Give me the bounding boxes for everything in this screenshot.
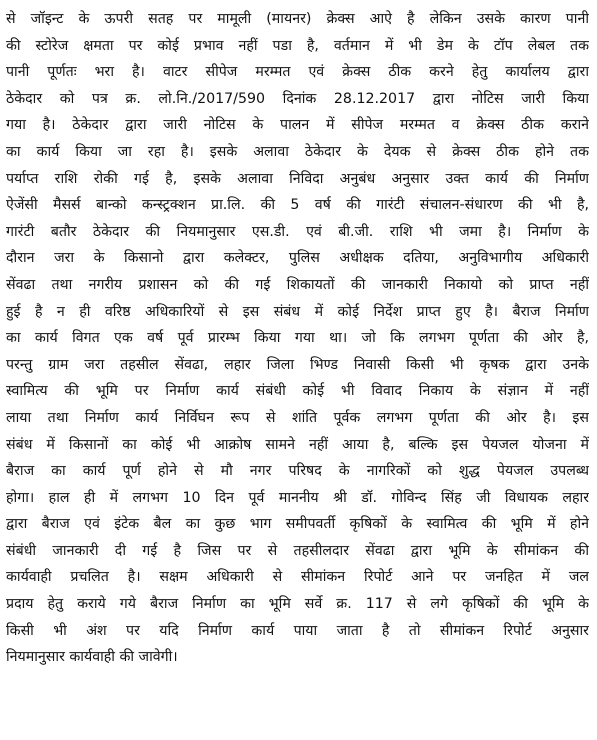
text-line: लाया तथा निर्माण कार्य निर्विघन रूप से शांति पूर्वक लगभग पूर्णता की ओर है। इस bbox=[6, 409, 589, 426]
text-line: बैराज का कार्य पूर्ण होने से मौ नगर परिषद के नागरिकों को शुद्ध पेयजल उपलब्ध bbox=[6, 463, 589, 480]
document-body bbox=[6, 6, 589, 671]
text-line: ऐजेंसी मैसर्स बान्को कन्स्ट्रक्शन प्रा.लि. की 5 वर्ष की गारंटी संचालन-संधारण की भी है, bbox=[6, 197, 589, 214]
text-line: संबंध में किसानों का कोई भी आक्रोष सामने नहीं आया है, बल्कि इस पेयजल योजना में bbox=[6, 436, 589, 453]
text-line-last: नियमानुसार कार्यवाही की जावेगी। bbox=[6, 649, 178, 666]
text-line: का कार्य किया जा रहा है। इसके अलावा ठेकेदार के देयक से क्रेक्स ठीक होने तक bbox=[6, 143, 589, 160]
text-line: ठेकेदार को पत्र क्र. लो.नि./2017/590 दिनांक 28.12.2017 द्वारा नोटिस जारी किया bbox=[6, 90, 589, 107]
text-line: स्वामित्य की भूमि पर निर्माण कार्य संबंधी कोई भी विवाद निकाय के संज्ञान में नहीं bbox=[6, 383, 589, 400]
text-line: कार्यवाही प्रचलित है। सक्षम अधिकारी से सीमांकन रिपोर्ट आने पर जनहित में जल bbox=[6, 569, 589, 586]
text-line: पर्याप्त राशि रोकी गई है, इसके अलावा निविदा अनुबंध अनुसार उक्त कार्य की निर्माण bbox=[6, 170, 589, 187]
text-line: हुई है न ही वरिष्ठ अधिकारियों से इस संबंध में कोई निर्देश प्राप्त हुए है। बैराज निर्माण bbox=[6, 303, 589, 320]
text-line: से जॉइन्ट के ऊपरी सतह पर मामूली (मायनर) क्रेक्स आऐ है लेकिन उसके कारण पानी bbox=[6, 11, 589, 27]
text-line: दौरान जरा के किसानो द्वारा कलेक्टर, पुलिस अधीक्षक दतिया, अनुविभागीय अधिकारी bbox=[6, 250, 589, 267]
text-line: प्रदाय हेतु कराये गये बैराज निर्माण का भूमि सर्वे क्र. 117 से लगे कृषिकों की भूमि के bbox=[6, 596, 589, 613]
text-line: गया है। ठेकेदार द्वारा जारी नोटिस के पालन में सीपेज मरम्मत व क्रेक्स ठीक कराने bbox=[6, 117, 589, 134]
text-line: पानी पूर्णतः भरा है। वाटर सीपेज मरम्मत एवं क्रेक्स ठीक करने हेतु कार्यालय द्वारा bbox=[6, 64, 589, 81]
text-line: की स्टोरेज क्षमता पर कोई प्रभाव नहीं पडा है, वर्तमान में भी डेम के टॉप लेबल तक bbox=[6, 37, 589, 54]
text-line: द्वारा बैराज एवं इंटेक बैल का कुछ भाग समीपवर्ती कृषिकों के स्वामित्व की भूमि में होने bbox=[6, 516, 589, 533]
text-line: संबंधी जानकारी दी गई है जिस पर से तहसीलदार सेंवढा द्वारा भूमि के सीमांकन की bbox=[6, 542, 589, 559]
text-line: गारंटी बतौर ठेकेदार की नियमानुसार एस.डी. एवं बी.जी. राशि भी जमा है। निर्माण के bbox=[6, 223, 589, 240]
text-line: किसी भी अंश पर यदि निर्माण कार्य पाया जाता है तो सीमांकन रिपोर्ट अनुसार bbox=[6, 622, 589, 639]
text-line: परन्तु ग्राम जरा तहसील सेंवढा, लहार जिला भिण्ड निवासी किसी भी कृषक द्वारा उनके bbox=[6, 356, 589, 373]
text-line: का कार्य विगत एक वर्ष पूर्व प्रारम्भ किया गया था। जो कि लगभग पूर्णता की ओर है, bbox=[6, 330, 589, 347]
text-line: होगा। हाल ही में लगभग 10 दिन पूर्व माननीय श्री डॉ. गोविन्द सिंह जी विधायक लहार bbox=[6, 489, 589, 506]
text-line: सेंवढा तथा नगरीय प्रशासन को की गई शिकायतों की जानकारी निकायो को प्राप्त नहीं bbox=[6, 276, 589, 293]
